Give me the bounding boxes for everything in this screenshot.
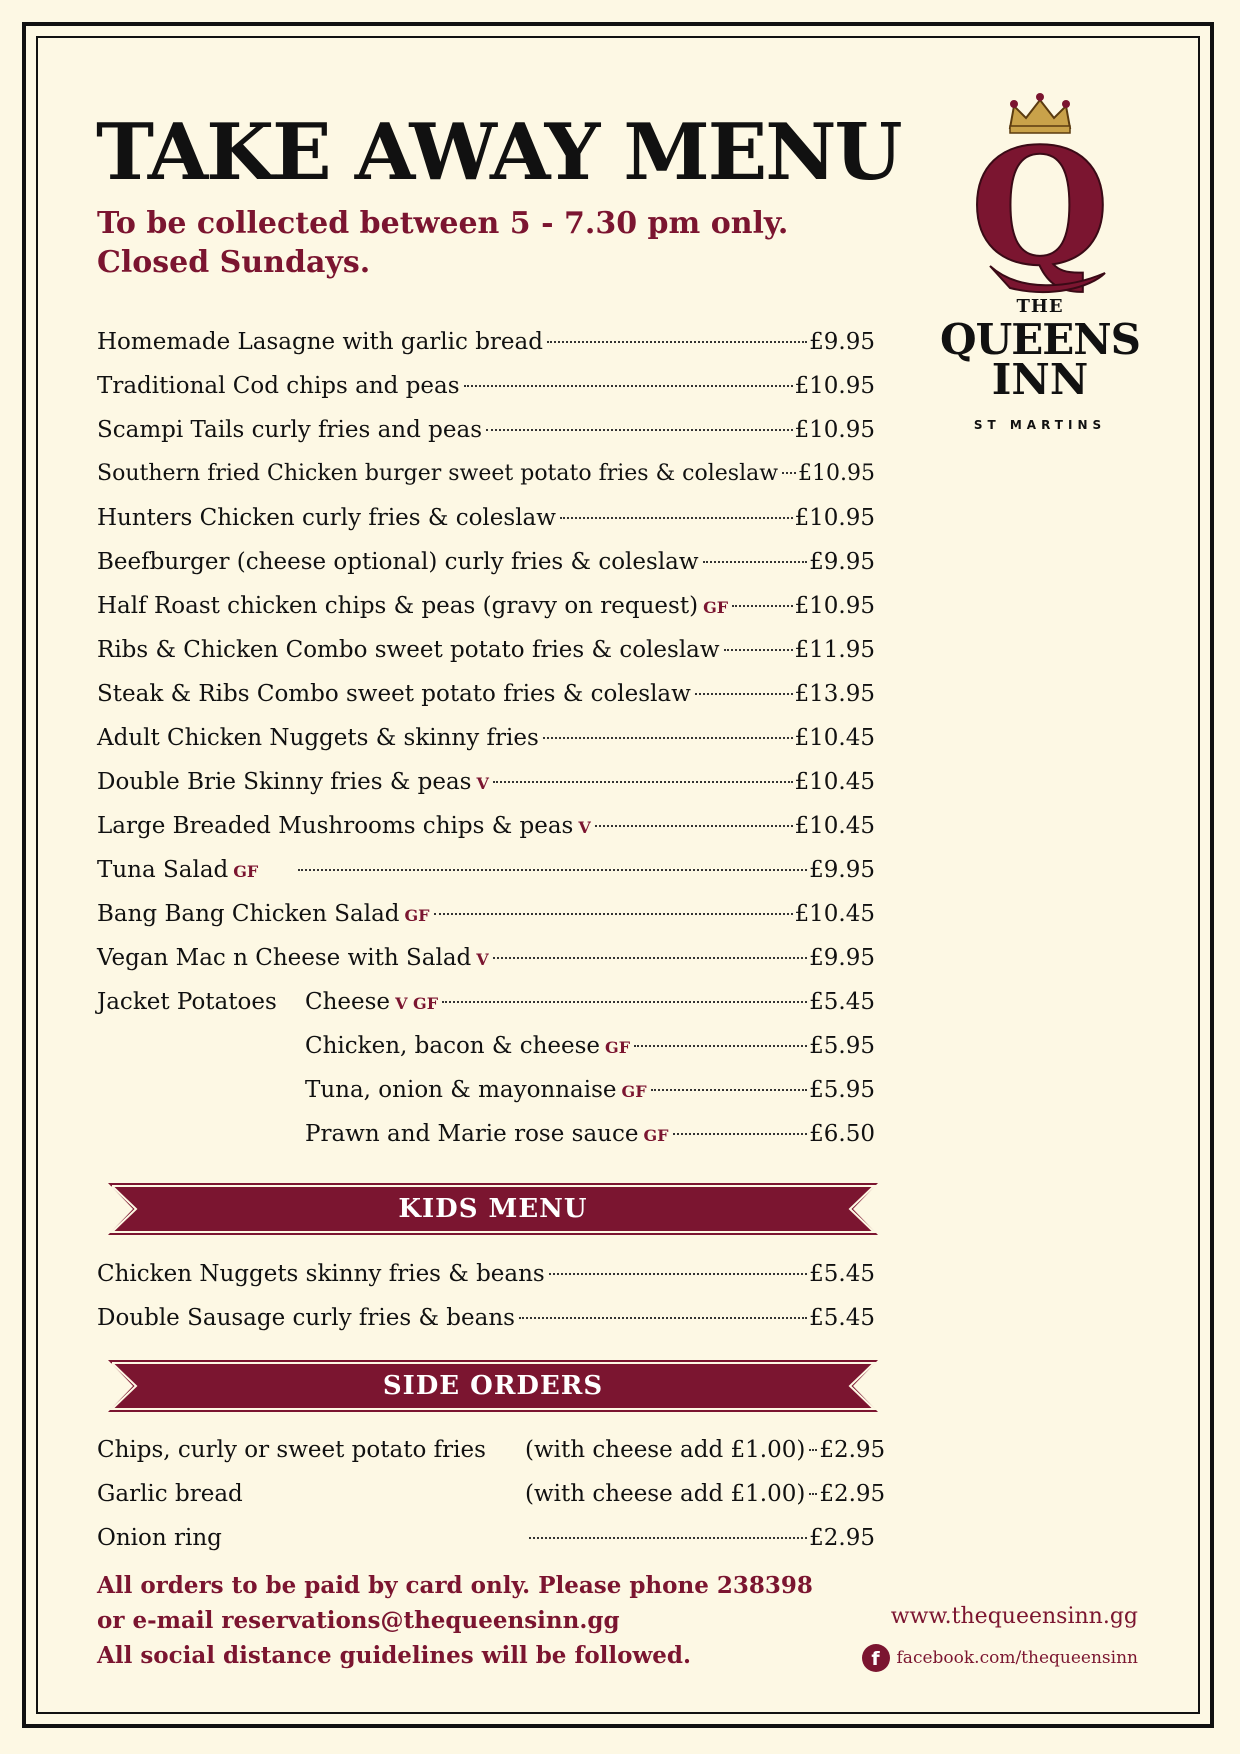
menu-item: Adult Chicken Nuggets & skinny fries £10.45 [97, 725, 875, 751]
logo-location: ST MARTINS [973, 418, 1107, 432]
dietary-tag: V [476, 950, 489, 969]
q-letter: Q [970, 113, 1110, 298]
order-info [97, 1568, 813, 1673]
facebook-icon: f [862, 1644, 890, 1672]
dietary-tag: V GF [395, 994, 439, 1013]
q-monogram-icon [930, 88, 1150, 298]
side-orders-heading: SIDE ORDERS [382, 1371, 604, 1401]
payment-phone-note: All orders to be paid by card only. Please phone 238398 [97, 1572, 813, 1599]
menu-item: Hunters Chicken curly fries & coleslaw £10.95 [97, 505, 875, 531]
jacket-potato-item: Prawn and Marie rose sauce GF £6.50 [305, 1112, 875, 1156]
dietary-tag: GF [233, 862, 259, 881]
menu-item: Traditional Cod chips and peas £10.95 [97, 373, 875, 399]
collection-notice [97, 204, 788, 282]
menu-item: Chicken Nuggets skinny fries & beans £5.45 [97, 1261, 875, 1287]
dietary-tag: GF [404, 906, 430, 925]
menu-item: Beefburger (cheese optional) curly fries & coleslaw £9.95 [97, 549, 875, 575]
facebook-link[interactable] [862, 1644, 1138, 1672]
kids-menu-heading: KIDS MENU [398, 1194, 588, 1224]
page-title: TAKE AWAY MENU [96, 107, 901, 198]
website-link[interactable]: www.thequeensinn.gg [890, 1604, 1138, 1629]
dietary-tag: GF [621, 1082, 647, 1101]
menu-item: Southern fried Chicken burger sweet potato fries & coleslaw £10.95 [97, 461, 875, 486]
dietary-tag: GF [605, 1038, 631, 1057]
dietary-tag: V [476, 774, 489, 793]
jacket-potato-item: Tuna, onion & mayonnaise GF £5.95 [305, 1068, 875, 1112]
distance-note: All social distance guidelines will be followed. [97, 1642, 692, 1669]
menu-item: Chips, curly or sweet potato fries (with cheese add £1.00) £2.95 [97, 1428, 875, 1472]
menu-item: Homemade Lasagne with garlic bread £9.95 [97, 329, 875, 355]
logo-queens: QUEENS [940, 315, 1140, 364]
menu-item: Vegan Mac n Cheese with Salad V £9.95 [97, 936, 875, 980]
dietary-tag: GF [643, 1126, 669, 1145]
facebook-url: facebook.com/thequeensinn [896, 1648, 1138, 1668]
jacket-potato-item: Jacket Potatoes Cheese V GF £5.45 [97, 980, 875, 1024]
menu-item: Scampi Tails curly fries and peas £10.95 [97, 417, 875, 443]
side-orders-banner [108, 1360, 878, 1412]
email-note: or e-mail reservations@thequeensinn.gg [97, 1607, 620, 1634]
collection-hours: To be collected between 5 - 7.30 pm only. [97, 206, 789, 241]
logo-the: THE [1016, 296, 1064, 317]
menu-item: Half Roast chicken chips & peas (gravy on request) GF £10.95 [97, 584, 875, 628]
menu-item: Garlic bread (with cheese add £1.00) £2.95 [97, 1472, 875, 1516]
menu-item: Ribs & Chicken Combo sweet potato fries & coleslaw £11.95 [97, 637, 875, 663]
jacket-potatoes-label: Jacket Potatoes [97, 989, 277, 1015]
menu-item: Steak & Ribs Combo sweet potato fries & coleslaw £13.95 [97, 681, 875, 707]
dietary-tag: GF [703, 598, 729, 617]
menu-item: Large Breaded Mushrooms chips & peas V £10.45 [97, 804, 875, 848]
closed-days: Closed Sundays. [97, 245, 371, 280]
logo-inn: INN [991, 355, 1089, 404]
menu-item: Bang Bang Chicken Salad GF £10.45 [97, 892, 875, 936]
kids-menu-banner [108, 1183, 878, 1235]
dietary-tag: V [578, 818, 591, 837]
menu-item: Tuna Salad GF £9.95 [97, 848, 875, 892]
menu-item: Onion ring £2.95 [97, 1525, 875, 1551]
jacket-potato-item: Chicken, bacon & cheese GF £5.95 [305, 1024, 875, 1068]
menu-item: Double Brie Skinny fries & peas V £10.45 [97, 760, 875, 804]
menu-item: Double Sausage curly fries & beans £5.45 [97, 1305, 875, 1331]
queens-inn-logo [930, 88, 1150, 438]
cheese-note: (with cheese add £1.00) [525, 1437, 806, 1463]
cheese-note: (with cheese add £1.00) [525, 1481, 806, 1507]
